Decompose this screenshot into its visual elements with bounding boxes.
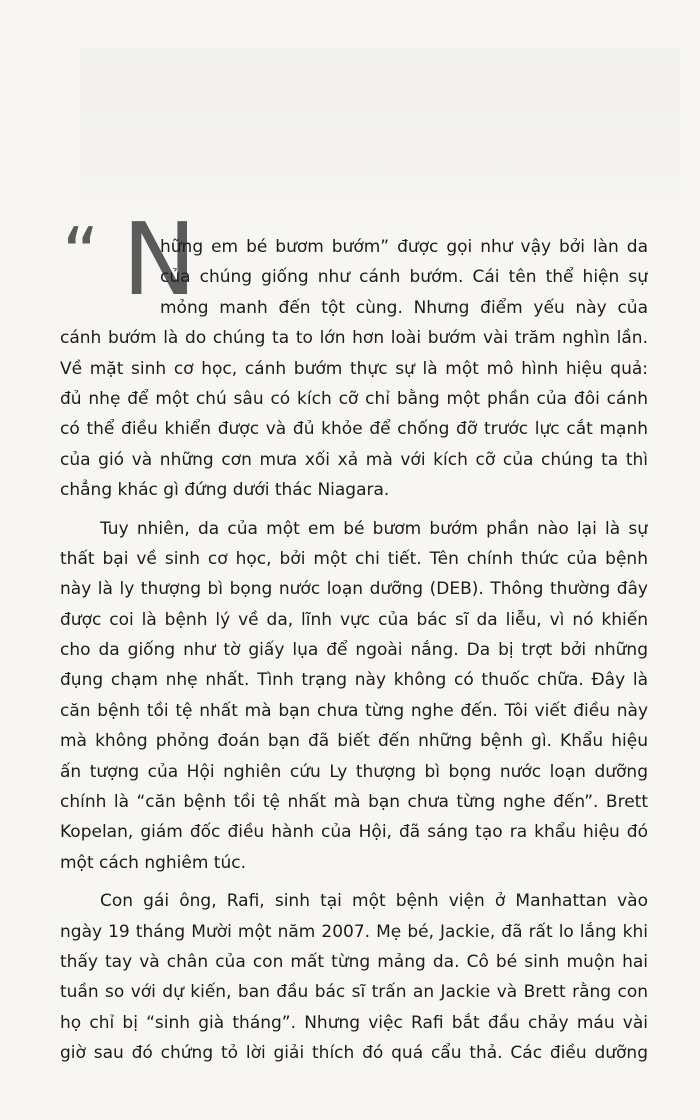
paragraph-1	[60, 232, 648, 506]
paragraph-2	[60, 514, 648, 879]
text-line: ngày 19 tháng Mười một năm 2007. Mẹ bé, Jackie, đã rất lo lắng khi	[60, 921, 648, 942]
text-line: có thể điều khiển được và đủ khỏe để chống đỡ trước lực cắt mạnh	[60, 419, 648, 440]
paragraph-gap	[60, 878, 648, 886]
text-line: cho da giống như tờ giấy lụa để ngoài nắng. Da bị trợt bởi những	[60, 640, 648, 661]
text-line: tuần so với dự kiến, ban đầu bác sĩ trấn an Jackie và Brett rằng con	[60, 982, 648, 1003]
text-line: của chúng giống như cánh bướm. Cái tên thể hiện sự	[160, 267, 648, 288]
drop-cap-letter: N	[122, 201, 197, 318]
text-line: một cách nghiêm túc.	[60, 852, 246, 873]
text-line: mỏng manh đến tột cùng. Nhưng điểm yếu này của	[160, 297, 648, 318]
text-line: Kopelan, giám đốc điều hành của Hội, đã sáng tạo ra khẩu hiệu đó	[60, 822, 648, 843]
text-line: đủ nhẹ để một chú sâu có kích cỡ chỉ bằng một phần của đôi cánh	[60, 388, 648, 409]
text-line: Tuy nhiên, da của một em bé bươm bướm phần nào lại là sự	[100, 518, 648, 539]
text-line: thất bại về sinh cơ học, bởi một chi tiết. Tên chính thức của bệnh	[60, 548, 648, 569]
opening-quote-mark: “	[62, 212, 100, 296]
text-line: Con gái ông, Rafi, sinh tại một bệnh viện ở Manhattan vào	[100, 891, 648, 912]
show-through-texture	[80, 48, 680, 198]
text-line: họ chỉ bị “sinh già tháng”. Nhưng việc Rafi bắt đầu chảy máu vài	[60, 1012, 648, 1033]
text-line: giờ sau đó chứng tỏ lời giải thích đó quá cẩu thả. Các điều dưỡng	[60, 1043, 648, 1064]
paragraph-gap	[60, 506, 648, 514]
text-line: đụng chạm nhẹ nhất. Tình trạng này không có thuốc chữa. Đây là	[60, 670, 648, 691]
text-line: Về mặt sinh cơ học, cánh bướm thực sự là một mô hình hiệu quả:	[60, 358, 648, 379]
body-text	[60, 232, 648, 1069]
text-line: hững em bé bươm bướm” được gọi như vậy bởi làn da	[160, 237, 648, 257]
text-line: căn bệnh tồi tệ nhất mà bạn chưa từng nghe đến. Tôi viết điều này	[60, 700, 648, 721]
text-line: chính là “căn bệnh tồi tệ nhất mà bạn chưa từng nghe đến”. Brett	[60, 792, 648, 813]
text-line: mà không phỏng đoán bạn đã biết đến những bệnh gì. Khẩu hiệu	[60, 731, 648, 752]
text-line: ấn tượng của Hội nghiên cứu Ly thượng bì bọng nước loạn dưỡng	[60, 761, 648, 782]
text-line: được coi là bệnh lý về da, lĩnh vực của bác sĩ da liễu, vì nó khiến	[60, 609, 648, 630]
text-line: này là ly thượng bì bọng nước loạn dưỡng (DEB). Thông thường đây	[60, 579, 648, 600]
text-line: chẳng khác gì đứng dưới thác Niagara.	[60, 480, 390, 501]
text-line: của gió và những cơn mưa xối xả mà với kích cỡ của chúng ta thì	[60, 449, 648, 470]
text-line: cánh bướm là do chúng ta to lớn hơn loài bướm vài trăm nghìn lần.	[60, 328, 648, 349]
text-line: thấy tay và chân của con mất từng mảng da. Cô bé sinh muộn hai	[60, 951, 648, 972]
paragraph-3	[60, 886, 648, 1068]
